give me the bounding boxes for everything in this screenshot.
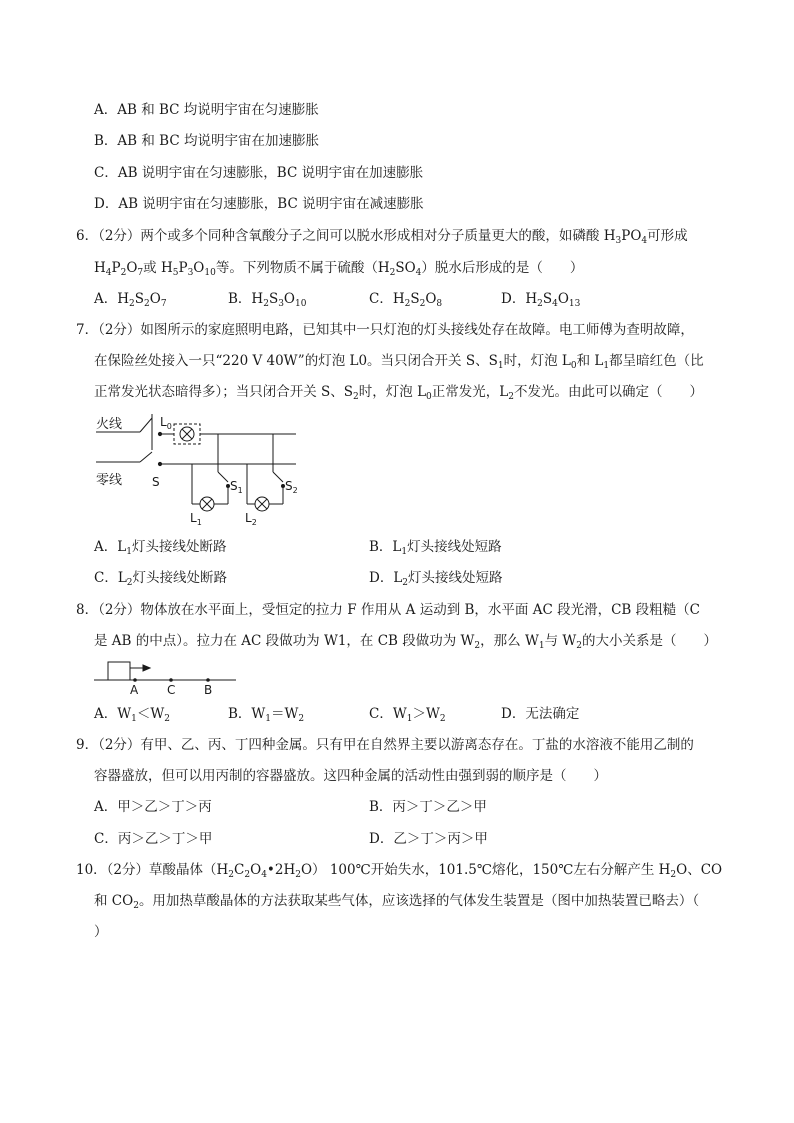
q7-option-a: A．$L_1$灯头接线处断路 bbox=[94, 539, 227, 557]
q7-stem-line2: 在保险丝处接入一只“220 V 40W”的灯泡 L0。当只闭合开关 S、$S_1$时，灯泡 $L_0$和 $L_1$都呈暗红色（比 bbox=[94, 353, 704, 371]
q9-option-d: D．乙＞丁＞丙＞甲 bbox=[369, 831, 488, 847]
q8-stem-line2: 是 AB 的中点）。拉力在 AC 段做功为 W1，在 CB 段做功为 $W_2$，那么 $W_1$与 $W_2$的大小关系是（ ） bbox=[94, 633, 717, 651]
block bbox=[108, 662, 130, 680]
q10-stem-line2: 和 $CO_2$。用加热草酸晶体的方法获取某些气体，应该选择的气体发生装置是（图中加热装置已略去）（ bbox=[94, 893, 700, 911]
s2-label: $S_2$ bbox=[285, 479, 298, 495]
q6-stem-line2: $H_4P_2O_7$或 $H_5P_3O_{10}$等。下列物质不属于硫酸$(H_2SO_4)$脱水后形成的是（ ） bbox=[94, 260, 584, 278]
q5-option-a: A．AB 和 BC 均说明宇宙在匀速膨胀 bbox=[94, 102, 319, 118]
point-b bbox=[206, 678, 210, 682]
l1-label: $L_1$ bbox=[190, 511, 202, 527]
q9-stem-line1: 9．（2分）有甲、乙、丙、丁四种金属。只有甲在自然界主要以游离态存在。丁盐的水溶液不能用乙制的 bbox=[76, 737, 694, 753]
neutral-switch-blade bbox=[140, 452, 152, 462]
live-label: 火线 bbox=[96, 417, 123, 432]
q8-stem-line1: 8．（2分）物体放在水平面上，受恒定的拉力 F 作用从 A 运动到 B，水平面 AC 段光滑，CB 段粗糙（C bbox=[76, 602, 700, 618]
q5-option-c: C．AB 说明宇宙在匀速膨胀，BC 说明宇宙在加速膨胀 bbox=[94, 165, 424, 181]
q8-option-d: D．无法确定 bbox=[501, 706, 580, 722]
q7-option-c: C．$L_2$灯头接线处断路 bbox=[94, 570, 228, 588]
q8-motion-diagram bbox=[92, 656, 242, 696]
live-switch-blade bbox=[140, 418, 152, 432]
s1-label: $S_1$ bbox=[230, 479, 243, 495]
l2-label: $L_2$ bbox=[245, 511, 257, 527]
neutral-label: 零线 bbox=[96, 473, 123, 488]
q6-option-b: B．$H_2S_3O_{10}$ bbox=[228, 291, 307, 309]
q8-option-a: A．$W_1<W_2$ bbox=[94, 706, 170, 724]
q8-option-b: B．$W_1=W_2$ bbox=[228, 706, 305, 724]
l0-label: $L_0$ bbox=[160, 415, 172, 431]
q5-option-d: D．AB 说明宇宙在匀速膨胀，BC 说明宇宙在减速膨胀 bbox=[94, 196, 424, 212]
label-b: B bbox=[204, 683, 213, 696]
q6-option-a: A．$H_2S_2O_7$ bbox=[94, 291, 167, 309]
q10-stem-line1: 10．（2分）草酸晶体$(H_2C_2O_4•2H_2O)$ 100℃开始失水，101.5℃熔化，150℃左右分解产生 $H_2O$、CO bbox=[76, 862, 723, 880]
s-label: S bbox=[152, 475, 160, 489]
q6-stem-line1: 6．（2分）两个或多个同种含氧酸分子之间可以脱水形成相对分子质量更大的酸，如磷酸 $H_3PO_4$可形成 bbox=[76, 228, 688, 246]
q7-option-d: D．$L_2$灯头接线处短路 bbox=[369, 570, 503, 588]
label-a: A bbox=[130, 683, 139, 696]
label-c: C bbox=[167, 683, 176, 696]
q10-stem-line3: ） bbox=[94, 924, 108, 940]
point-c bbox=[169, 678, 173, 682]
s2-switch bbox=[273, 472, 283, 482]
q9-option-c: C．丙＞乙＞丁＞甲 bbox=[94, 831, 213, 847]
q7-circuit-diagram bbox=[90, 410, 310, 528]
q7-option-b: B．$L_1$灯头接线处短路 bbox=[369, 539, 502, 557]
point-a bbox=[133, 678, 137, 682]
q9-option-b: B．丙＞丁＞乙＞甲 bbox=[369, 799, 487, 815]
q9-stem-line2: 容器盛放，但可以用丙制的容器盛放。这四种金属的活动性由强到弱的顺序是（ ） bbox=[94, 768, 607, 784]
q6-option-d: D．$H_2S_4O_{13}$ bbox=[501, 291, 581, 309]
s1-switch bbox=[218, 472, 228, 482]
q7-stem-line1: 7．（2分）如图所示的家庭照明电路，已知其中一只灯泡的灯头接线处存在故障。电工师傅为查明故障， bbox=[76, 322, 694, 338]
q5-option-b: B．AB 和 BC 均说明宇宙在加速膨胀 bbox=[94, 133, 319, 149]
q7-stem-line3: 正常发光状态暗得多）；当只闭合开关 S、$S_2$时，灯泡 $L_0$正常发光，$L_2$不发光。由此可以确定（ ） bbox=[94, 384, 703, 402]
q8-option-c: C．$W_1>W_2$ bbox=[369, 706, 446, 724]
q9-option-a: A．甲＞乙＞丁＞丙 bbox=[94, 799, 212, 815]
q6-option-c: C．$H_2S_2O_8$ bbox=[369, 291, 443, 309]
